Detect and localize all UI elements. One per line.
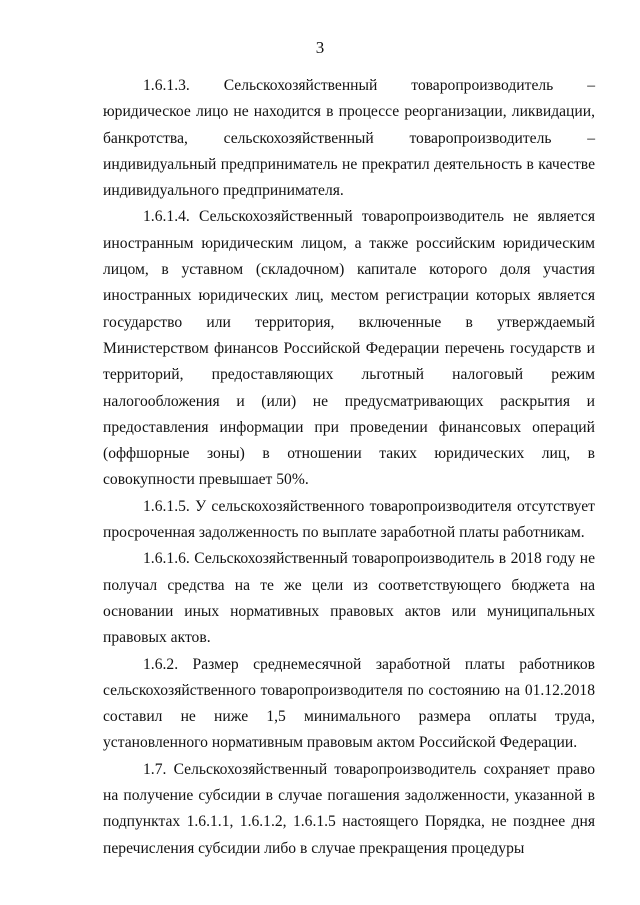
page-number: 3 — [315, 38, 325, 57]
paragraph-1-6-2: 1.6.2. Размер среднемесячной заработной платы работников сельскохозяйственного товаропроизводителя по состоянию на 01.12.2018 составил не ниже 1,5 минимального размера оплаты труда, установленного нормативным правовым актом Российской Федерации. — [103, 655, 595, 752]
paragraph-1-6-1-6: 1.6.1.6. Сельскохозяйственный товаропроизводитель в 2018 году не получал средства на те же цели из соответствующего бюджета на основании иных нормативных правовых актов или муниципальных правовых актов. — [103, 550, 595, 647]
paragraph-1-6-1-4: 1.6.1.4. Сельскохозяйственный товаропроизводитель не является иностранным юридическим лицом, а также российским юридическим лицом, в уставном (складочном) капитале которого доля участия иностранных юридических лиц, местом регистрации которых является государство или территория, включенные в утверждаемый Министерством финансов Российской Федерации перечень государств и территорий, предоставляющих льготный налоговый режим налогообложения и (или) не предусматривающих раскрытия и предоставления информации при проведении финансовых операций (оффшорные зоны) в отношении таких юридических лиц, в совокупности превышает 50%. — [103, 208, 595, 489]
paragraph-1-6-1-5: 1.6.1.5. У сельскохозяйственного товаропроизводителя отсутствует просроченная задолженность по выплате заработной платы работникам. — [103, 497, 595, 542]
paragraph-1-6-1-3: 1.6.1.3. Сельскохозяйственный товаропроизводитель – юридическое лицо не находится в процессе реорганизации, ликвидации, банкротства, сельскохозяйственный товаропроизводитель – индивидуальный предприниматель не прекратил деятельность в качестве индивидуального предпринимателя. — [103, 77, 595, 200]
document-body — [103, 73, 595, 862]
paragraph-1-7: 1.7. Сельскохозяйственный товаропроизводитель сохраняет право на получение субсидии в случае погашения задолженности, указанной в подпунктах 1.6.1.1, 1.6.1.2, 1.6.1.5 настоящего Порядка, не позднее дня перечисления субсидии либо в случае прекращения процедуры — [103, 760, 595, 857]
